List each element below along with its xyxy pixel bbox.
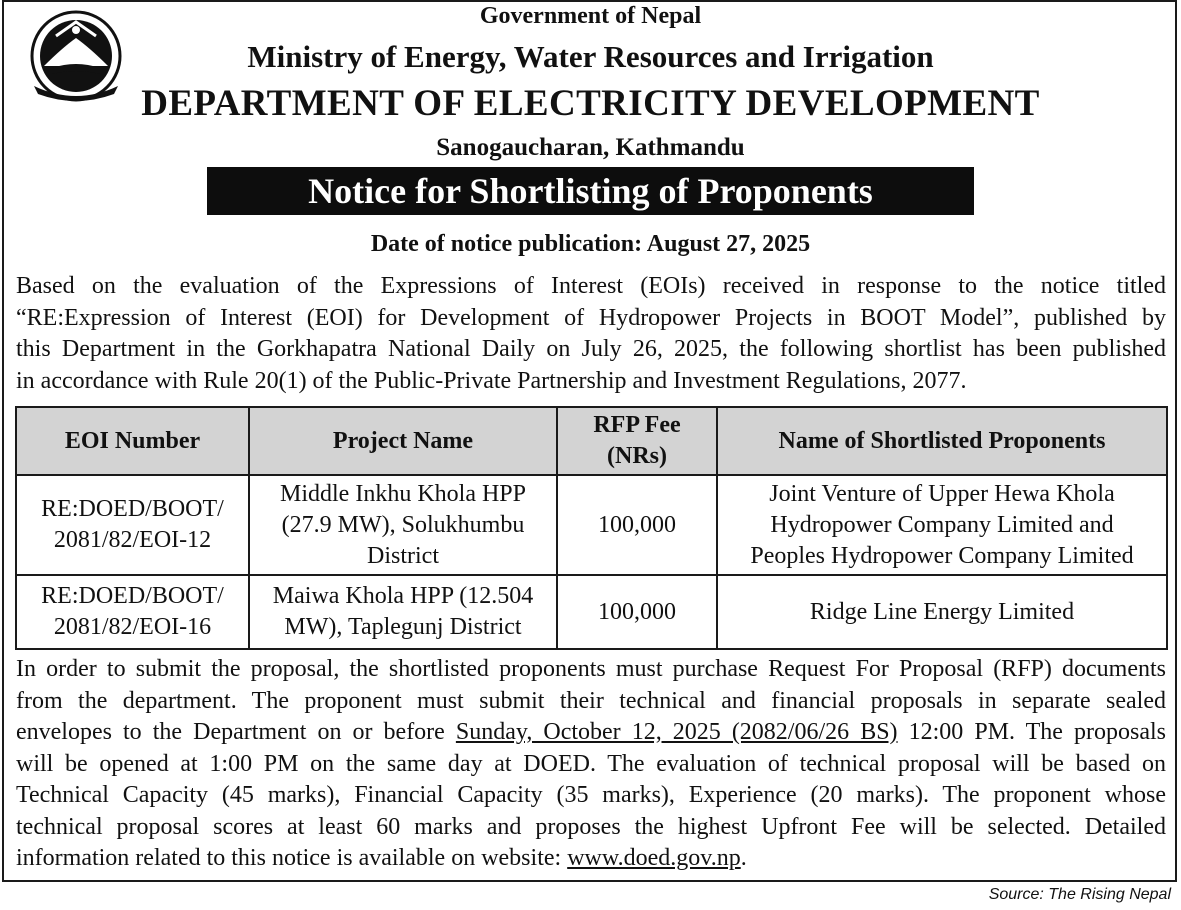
publication-date: Date of notice publication: August 27, 2025 [370,231,811,257]
website-link[interactable]: www.doed.gov.np [567,845,741,871]
project-name-cell [249,475,557,575]
rfp-fee-cell: 100,000 [557,475,717,575]
closing-line: will be opened at 1:00 PM on the same day at DOED. The evaluation of technical proposal will be based on [16,750,1166,777]
header-project-name: Project Name [249,407,557,475]
proponents-cell [717,475,1167,575]
closing-text: 12:00 PM. The proposals [897,719,1166,745]
submission-deadline: Sunday, October 12, 2025 (2082/06/26 BS) [455,719,898,745]
cell-line: Hydropower Company Limited and [770,511,1114,538]
table-header-row [16,407,1167,475]
cell-line: 2081/82/EOI-12 [53,527,212,553]
cell-line: 2081/82/EOI-16 [53,614,212,640]
header-proponents: Name of Shortlisted Proponents [717,407,1167,475]
intro-line: in accordance with Rule 20(1) of the Public-Private Partnership and Investment Regulations, 2077. [16,367,967,394]
shortlist-table [15,406,1168,650]
intro-line: Based on the evaluation of the Expressions of Interest (EOIs) received in response to the notice titled [16,273,1166,299]
eoi-number-cell [16,475,249,575]
cell-line: Peoples Hydropower Company Limited [750,542,1134,569]
closing-text: . [740,845,747,871]
table-row [16,475,1167,575]
closing-text: envelopes to the Department on or before [16,719,456,745]
cell-line: Maiwa Khola HPP (12.504 [272,583,534,609]
closing-text: information related to this notice is available on website: [16,845,568,871]
header-rfp-fee [557,407,717,475]
closing-line: from the department. The proponent must submit their technical and financial proposals in separate sealed [16,687,1166,714]
cell-line: RE:DOED/BOOT/ [41,583,224,609]
cell-line: RE:DOED/BOOT/ [41,496,224,522]
eoi-number-cell [16,575,249,649]
closing-line [16,843,1166,875]
cell-line: Middle Inkhu Khola HPP [280,480,526,507]
notice-title-banner: Notice for Shortlisting of Proponents [207,167,974,215]
table-row [16,575,1167,649]
source-credit: Source: The Rising Nepal [988,886,1171,903]
proponents-cell [717,575,1167,649]
closing-line: technical proposal scores at least 60 marks and proposes the highest Upfront Fee will be selected. Detailed [16,813,1166,840]
intro-line: this Department in the Gorkhapatra National Daily on July 26, 2025, the following shortlist has been published [16,336,1166,362]
project-name-cell [249,575,557,649]
header-rfp-fee-unit: (NRs) [607,443,667,469]
header-rfp-fee-label: RFP Fee [593,412,681,438]
closing-line: In order to submit the proposal, the shortlisted proponents must purchase Request For Proposal (RFP) documents [16,656,1166,682]
cell-line: Ridge Line Energy Limited [809,598,1075,625]
closing-line: Technical Capacity (45 marks), Financial Capacity (35 marks), Experience (20 marks). The proponent whose [16,782,1166,808]
closing-paragraph [16,654,1166,875]
cell-line: (27.9 MW), Solukhumbu [281,511,525,538]
header-eoi-number: EOI Number [16,407,249,475]
department-heading: DEPARTMENT OF ELECTRICITY DEVELOPMENT [141,83,1040,124]
ministry-heading: Ministry of Energy, Water Resources and Irrigation [247,39,934,74]
cell-line: Joint Venture of Upper Hewa Khola [769,480,1115,507]
cell-line: MW), Taplegunj District [284,614,522,640]
department-address: Sanogaucharan, Kathmandu [436,134,745,161]
closing-line [16,717,1166,749]
intro-line: “RE:Expression of Interest (EOI) for Development of Hydropower Projects in BOOT Model”, published by [16,304,1166,331]
cell-line: District [367,542,439,569]
intro-paragraph [16,271,1166,397]
rfp-fee-cell: 100,000 [557,575,717,649]
government-heading: Government of Nepal [479,3,702,29]
